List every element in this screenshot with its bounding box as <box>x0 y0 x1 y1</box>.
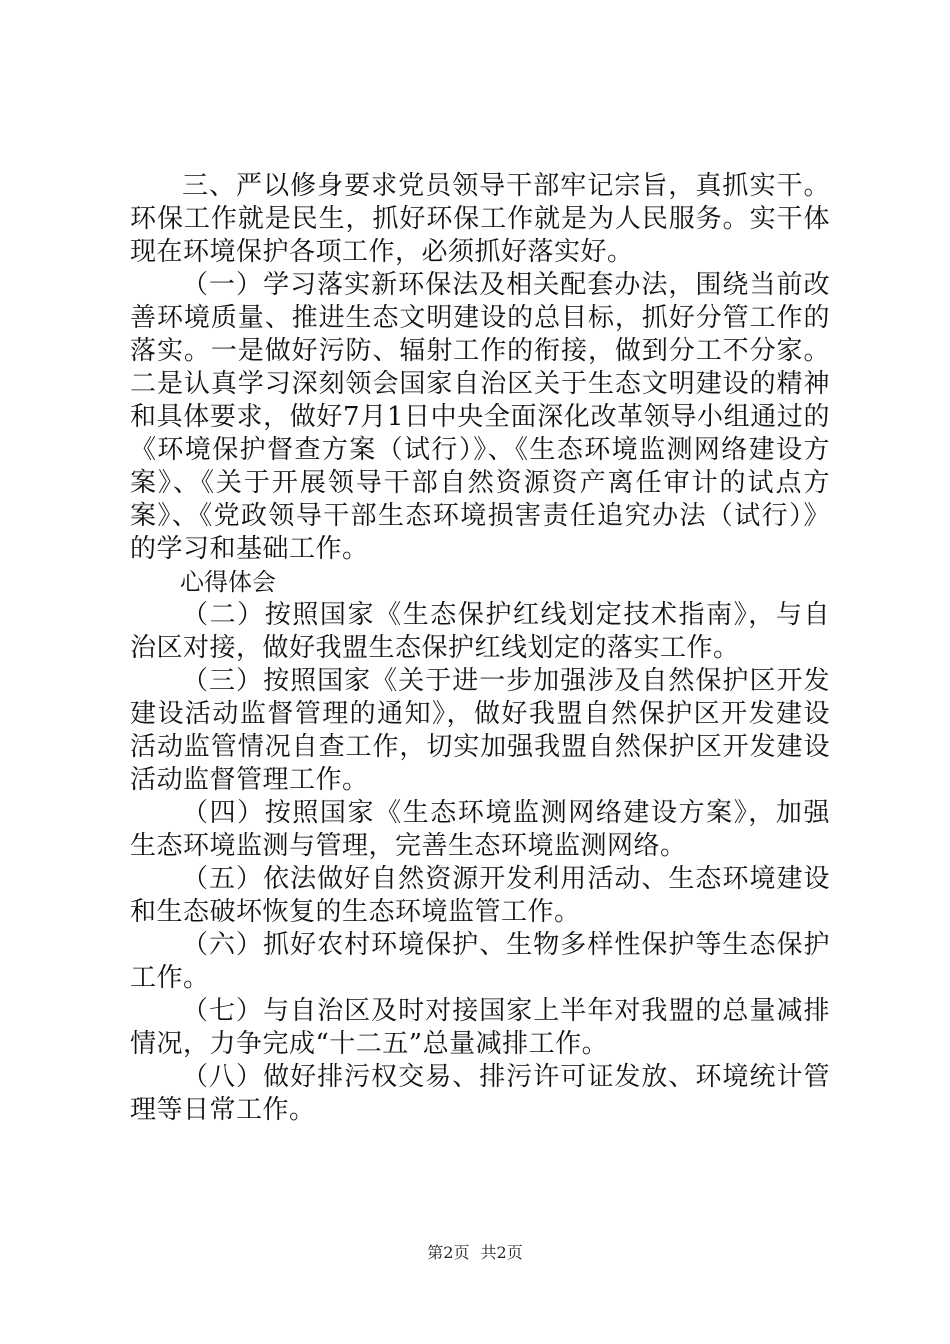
page-number: 第2页 <box>427 1243 470 1262</box>
paragraph-item-two: （二）按照国家《生态保护红线划定技术指南》，与自治区对接，做好我盟生态保护红线划定的落实工作。 <box>130 600 830 663</box>
paragraph-heading-xinde: 心得体会 <box>180 568 276 596</box>
document-body <box>130 170 830 1127</box>
paragraph-item-five: （五）依法做好自然资源开发利用活动、生态环境建设和生态破坏恢复的生态环境监管工作。 <box>130 864 830 927</box>
page-footer <box>0 1243 950 1263</box>
paragraph-item-six: （六）抓好农村环境保护、生物多样性保护等生态保护工作。 <box>130 930 830 993</box>
paragraph-item-three: （三）按照国家《关于进一步加强涉及自然保护区开发建设活动监督管理的通知》，做好我盟自然保护区开发建设活动监管情况自查工作，切实加强我盟自然保护区开发建设活动监督管理工作。 <box>130 666 830 795</box>
paragraph-item-one: （一）学习落实新环保法及相关配套办法，围绕当前改善环境质量、推进生态文明建设的总目标，抓好分管工作的落实。一是做好污防、辐射工作的衔接，做到分工不分家。二是认真学习深刻领会国家自治区关于生态文明建设的精神和具体要求，做好7月1日中央全面深化改革领导小组通过的《环境保护督查方案（试行）》、《生态环境监测网络建设方案》、《关于开展领导干部自然资源资产离任审计的试点方案》、《党政领导干部生态环境损害责任追究办法（试行）》的学习和基础工作。 <box>130 270 830 564</box>
paragraph-item-eight: （八）做好排污权交易、排污许可证发放、环境统计管理等日常工作。 <box>130 1062 830 1125</box>
paragraph-item-seven: （七）与自治区及时对接国家上半年对我盟的总量减排情况，力争完成“十二五”总量减排工作。 <box>130 996 830 1059</box>
page-total: 共2页 <box>480 1243 523 1262</box>
paragraph-item-four: （四）按照国家《生态环境监测网络建设方案》，加强生态环境监测与管理，完善生态环境监测网络。 <box>130 798 830 861</box>
paragraph-section-three: 三、严以修身要求党员领导干部牢记宗旨，真抓实干。环保工作就是民生，抓好环保工作就是为人民服务。实干体现在环境保护各项工作，必须抓好落实好。 <box>130 171 830 267</box>
